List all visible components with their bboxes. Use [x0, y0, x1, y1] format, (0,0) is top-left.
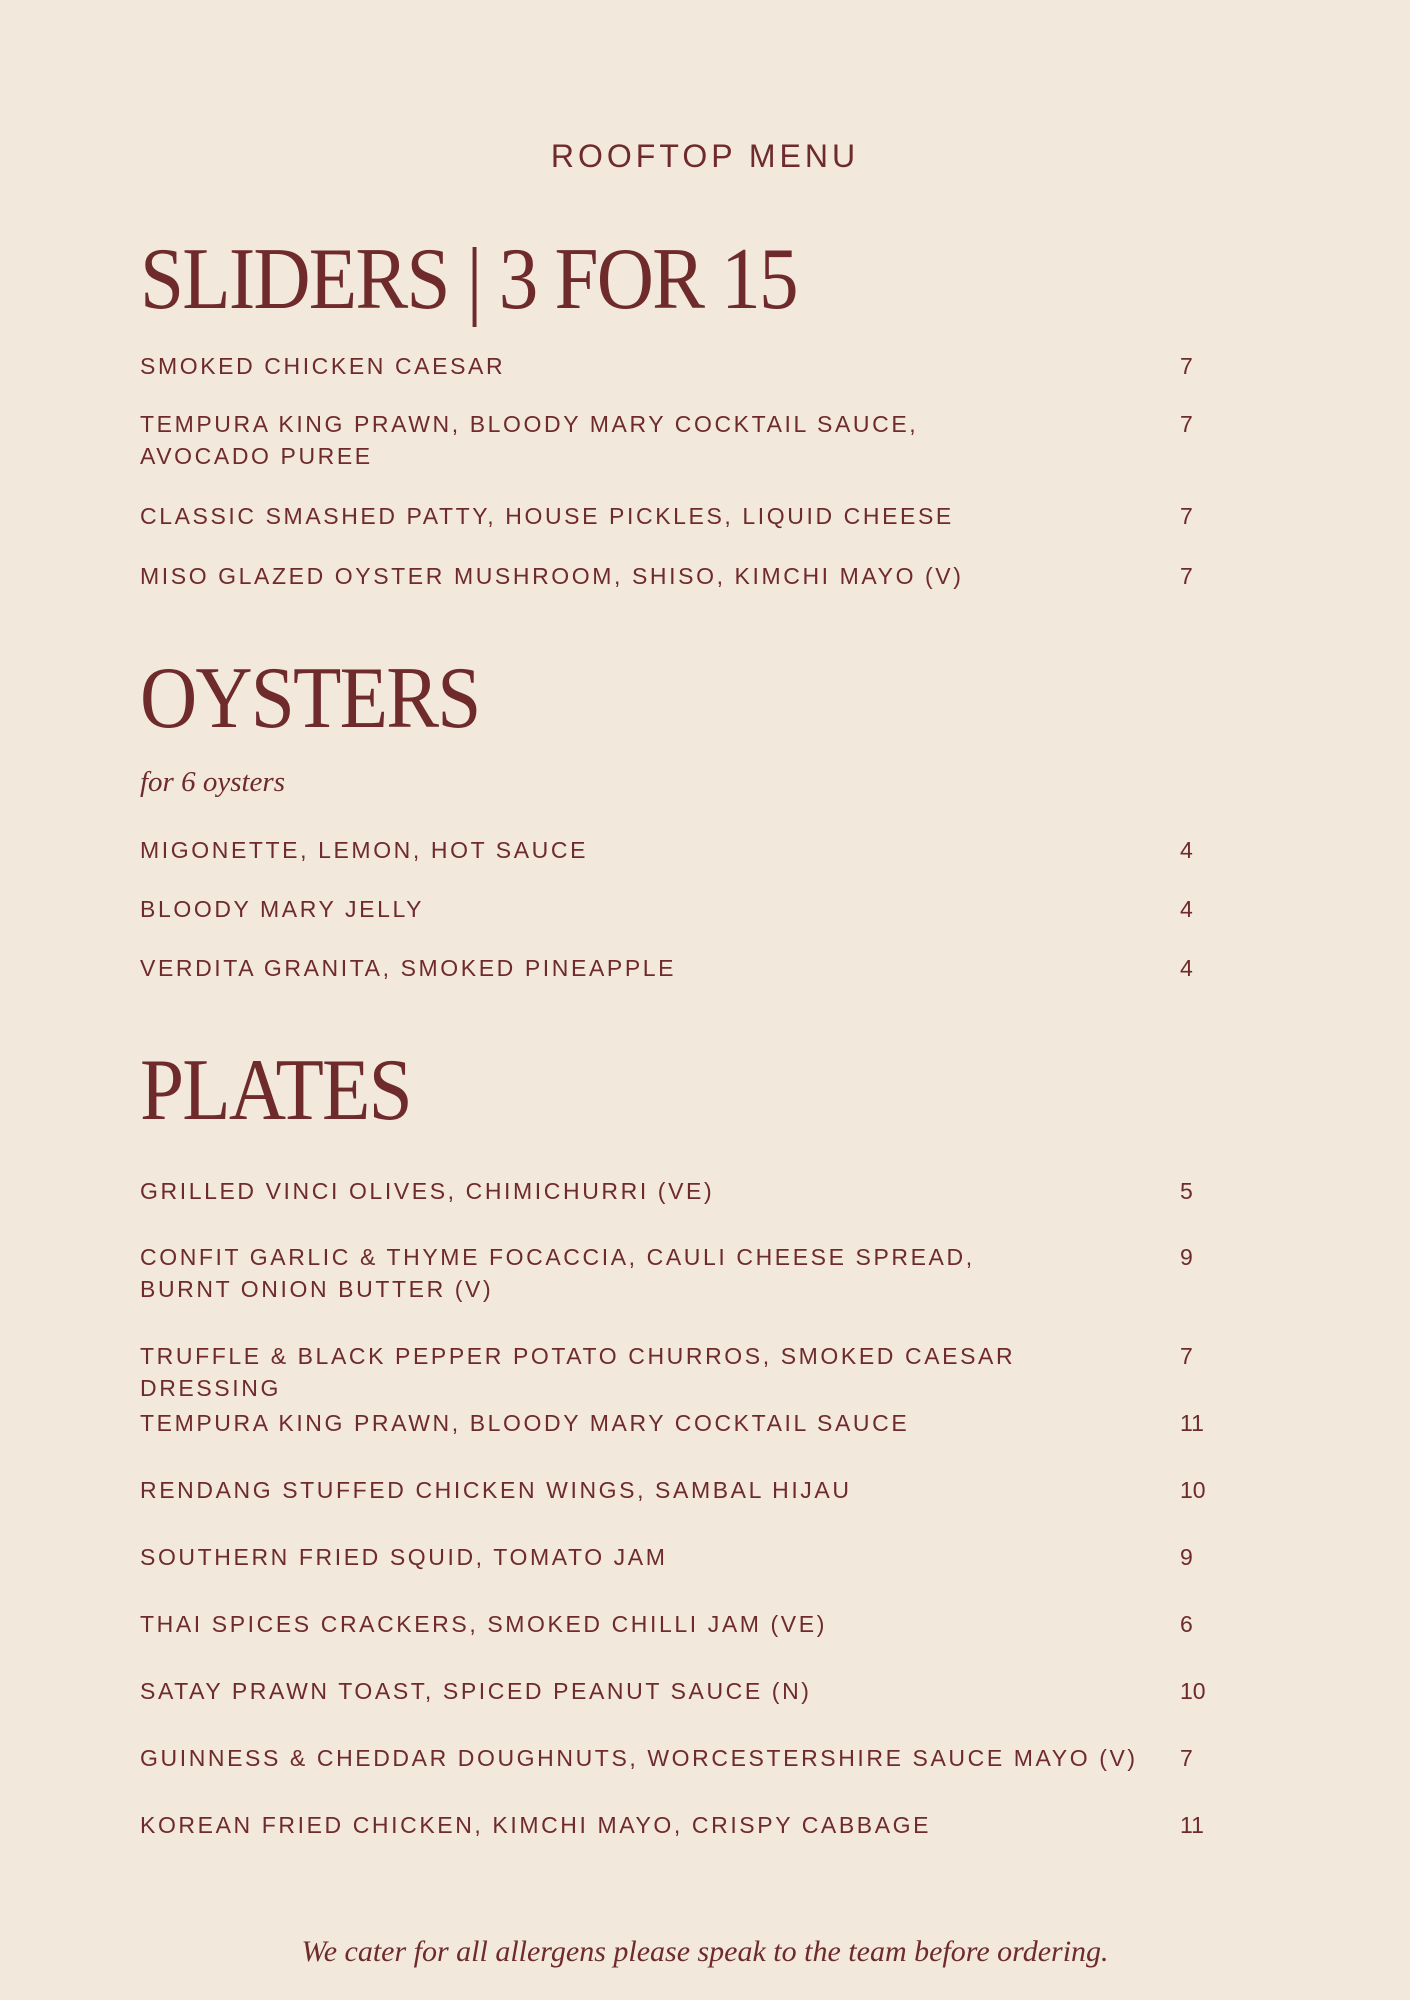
menu-item — [140, 1474, 1230, 1506]
item-price: 10 — [1180, 1678, 1206, 1704]
item-name: TEMPURA KING PRAWN, BLOODY MARY COCKTAIL SAUCE — [140, 1410, 910, 1436]
item-price: 7 — [1180, 503, 1193, 529]
item-price: 7 — [1180, 353, 1193, 379]
item-price: 7 — [1180, 563, 1193, 589]
item-price: 7 — [1180, 411, 1193, 437]
item-name: SMOKED CHICKEN CAESAR — [140, 353, 506, 379]
menu-item — [140, 1608, 1230, 1640]
item-price: 7 — [1180, 1343, 1193, 1369]
item-price: 9 — [1180, 1244, 1193, 1270]
item-price: 4 — [1180, 896, 1193, 922]
menu-item — [140, 408, 1230, 472]
item-price: 4 — [1180, 955, 1193, 981]
menu-item — [140, 500, 1230, 532]
item-name: SOUTHERN FRIED SQUID, TOMATO JAM — [140, 1544, 668, 1570]
menu-item — [140, 834, 1230, 866]
section-title-oysters: OYSTERS — [140, 650, 480, 747]
menu-item — [140, 1541, 1230, 1573]
item-name: KOREAN FRIED CHICKEN, KIMCHI MAYO, CRISPY CABBAGE — [140, 1812, 932, 1838]
menu-item — [140, 1175, 1230, 1207]
item-name: THAI SPICES CRACKERS, SMOKED CHILLI JAM (VE) — [140, 1611, 827, 1637]
item-name: GRILLED VINCI OLIVES, CHIMICHURRI (VE) — [140, 1178, 715, 1204]
section-title-sliders: SLIDERS | 3 FOR 15 — [140, 231, 797, 328]
item-name: VERDITA GRANITA, SMOKED PINEAPPLE — [140, 955, 677, 981]
item-price: 10 — [1180, 1477, 1206, 1503]
menu-item — [140, 1340, 1230, 1404]
item-name: TEMPURA KING PRAWN, BLOODY MARY COCKTAIL SAUCE, AVOCADO PUREE — [140, 411, 919, 469]
menu-title: ROOFTOP MENU — [550, 138, 860, 174]
menu-item — [140, 1809, 1230, 1841]
item-name: MISO GLAZED OYSTER MUSHROOM, SHISO, KIMCHI MAYO (V) — [140, 563, 964, 589]
item-name: SATAY PRAWN TOAST, SPICED PEANUT SAUCE (N) — [140, 1678, 812, 1704]
item-name: MIGONETTE, LEMON, HOT SAUCE — [140, 837, 589, 863]
item-price: 11 — [1180, 1812, 1204, 1838]
item-name: TRUFFLE & BLACK PEPPER POTATO CHURROS, SMOKED CAESAR DRESSING — [140, 1343, 1016, 1401]
menu-item — [140, 952, 1230, 984]
menu-item — [140, 1407, 1230, 1439]
item-name: CONFIT GARLIC & THYME FOCACCIA, CAULI CHEESE SPREAD, BURNT ONION BUTTER (V) — [140, 1244, 975, 1302]
item-price: 5 — [1180, 1178, 1193, 1204]
item-price: 7 — [1180, 1745, 1193, 1771]
item-name: BLOODY MARY JELLY — [140, 896, 425, 922]
item-name: CLASSIC SMASHED PATTY, HOUSE PICKLES, LIQUID CHEESE — [140, 503, 954, 529]
menu-item — [140, 560, 1230, 592]
menu-item — [140, 1742, 1230, 1774]
item-price: 11 — [1180, 1410, 1204, 1436]
item-name: RENDANG STUFFED CHICKEN WINGS, SAMBAL HIJAU — [140, 1477, 852, 1503]
menu-item — [140, 893, 1230, 925]
item-price: 6 — [1180, 1611, 1193, 1637]
menu-item — [140, 1675, 1230, 1707]
section-title-plates: PLATES — [140, 1042, 411, 1139]
item-name: GUINNESS & CHEDDAR DOUGHNUTS, WORCESTERSHIRE SAUCE MAYO (V) — [140, 1745, 1138, 1771]
item-price: 4 — [1180, 837, 1193, 863]
allergen-note: We cater for all allergens please speak to the team before ordering. — [301, 1935, 1109, 1968]
oysters-subtitle: for 6 oysters — [140, 766, 285, 798]
menu-item — [140, 350, 1230, 382]
menu-item — [140, 1241, 1230, 1305]
item-price: 9 — [1180, 1544, 1193, 1570]
